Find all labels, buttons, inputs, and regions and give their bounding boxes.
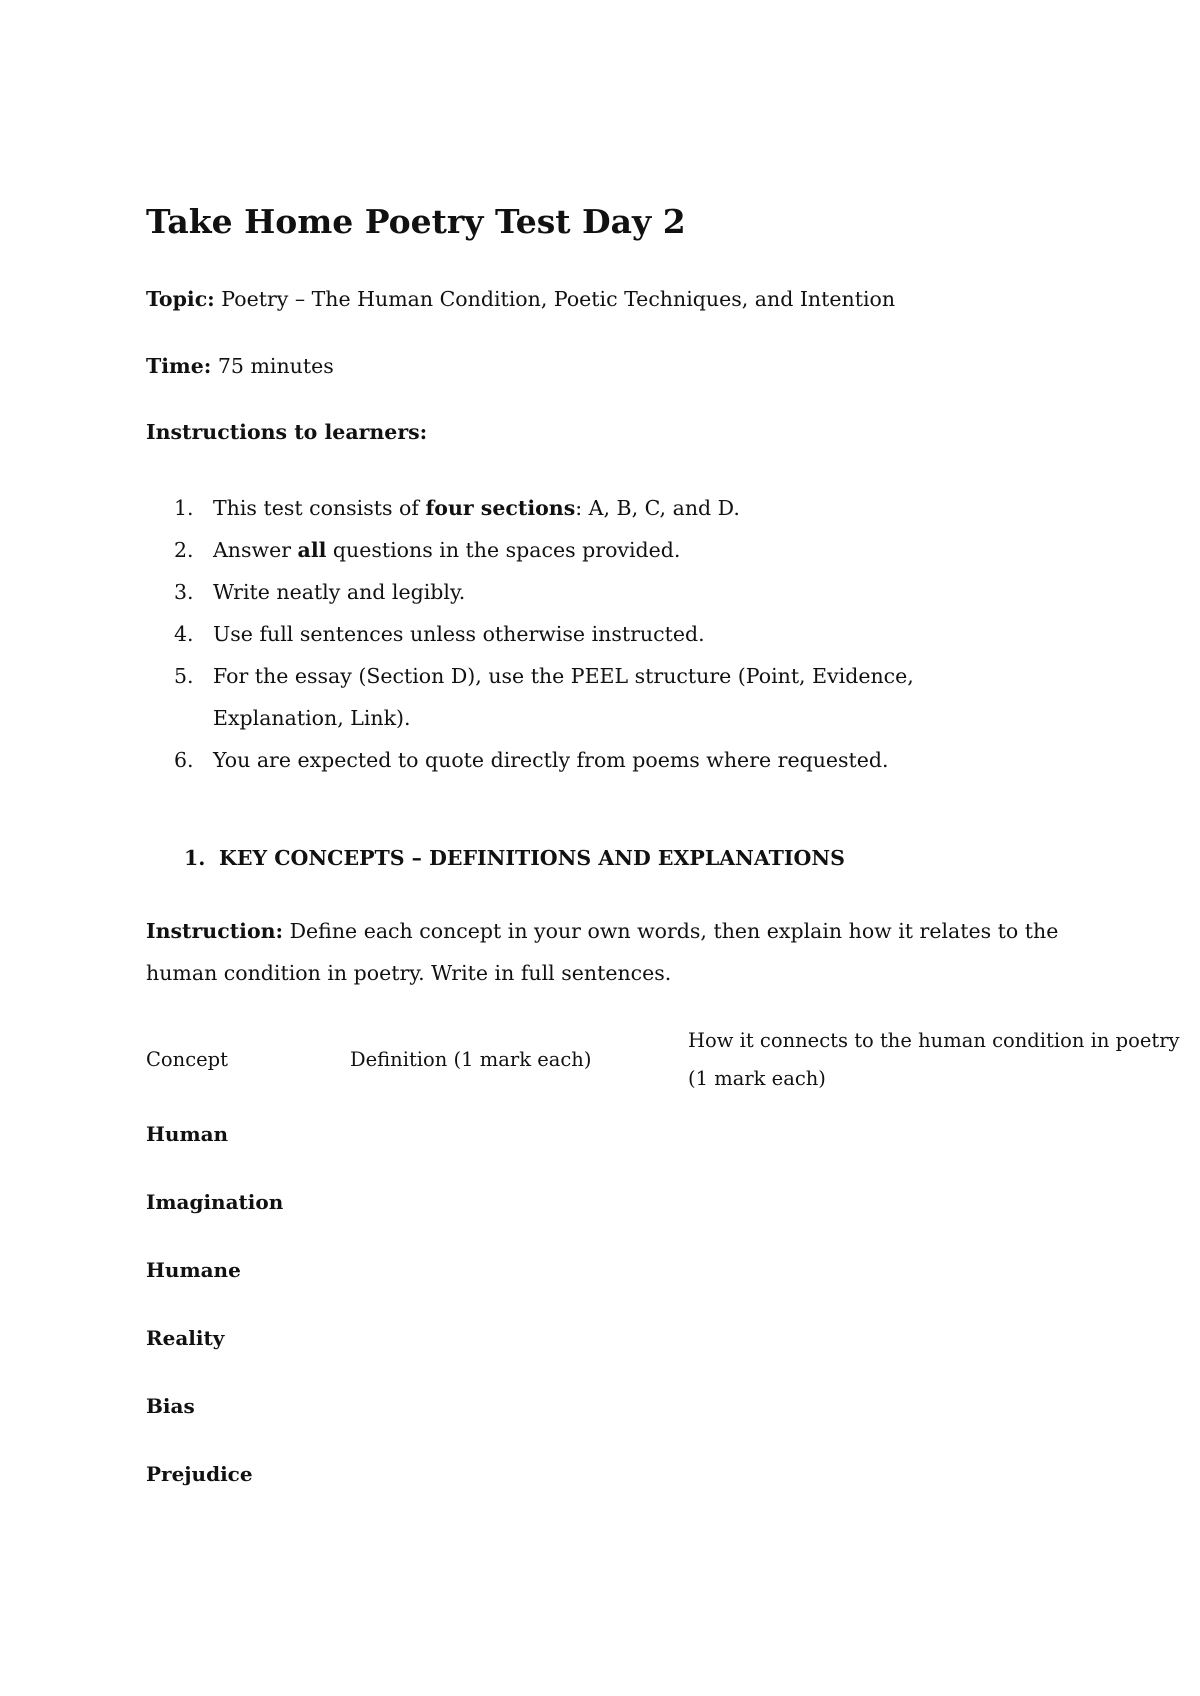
instruction-text: : A, B, C, and D. [575, 496, 740, 520]
instruction-text: Use full sentences unless otherwise instructed. [213, 622, 705, 646]
instruction-item [146, 739, 1046, 781]
instruction-emphasis: four sections [425, 496, 576, 520]
instruction-number: 1. [174, 496, 194, 520]
instruction-number: 6. [174, 748, 194, 772]
time-value: 75 minutes [211, 354, 334, 378]
instruction-body: Define each concept in your own words, then explain how it relates to the human condition in poetry. Write in full sentences. [146, 919, 1059, 985]
instruction-text: This test consists of [213, 496, 426, 520]
instruction-label: Instruction: [146, 919, 284, 943]
instruction-item [146, 571, 1046, 613]
table-row [146, 1100, 1186, 1168]
column-header-concept: Concept [146, 1048, 228, 1071]
topic-label: Topic: [146, 287, 215, 311]
instruction-item [146, 529, 1046, 571]
connection-answer-cell[interactable] [688, 1236, 1186, 1304]
connection-answer-cell[interactable] [688, 1372, 1186, 1440]
document-title: Take Home Poetry Test Day 2 [146, 202, 686, 241]
instruction-text: Write neatly and legibly. [213, 580, 466, 604]
instruction-item [146, 487, 1046, 529]
table-row [146, 1236, 1186, 1304]
instructions-heading: Instructions to learners: [146, 420, 428, 444]
instruction-text: You are expected to quote directly from poems where requested. [213, 748, 889, 772]
time-line [146, 353, 334, 380]
concept-cell: Humane [146, 1258, 241, 1282]
time-label: Time: [146, 354, 212, 378]
topic-value: Poetry – The Human Condition, Poetic Techniques, and Intention [214, 287, 896, 311]
connection-answer-cell[interactable] [688, 1100, 1186, 1168]
concept-cell: Bias [146, 1394, 195, 1418]
table-row [146, 1440, 1186, 1508]
topic-line [146, 286, 895, 313]
connection-answer-cell[interactable] [688, 1440, 1186, 1508]
table-row [146, 1372, 1186, 1440]
concepts-table [146, 1020, 1186, 1508]
concept-cell: Human [146, 1122, 229, 1146]
definition-answer-cell[interactable] [350, 1440, 688, 1508]
definition-answer-cell[interactable] [350, 1304, 688, 1372]
column-header-connection: How it connects to the human condition in poetry (1 mark each) [688, 1029, 1180, 1090]
definition-answer-cell[interactable] [350, 1168, 688, 1236]
concept-cell: Reality [146, 1326, 225, 1350]
instruction-number: 3. [174, 580, 194, 604]
table-header-row [146, 1020, 1186, 1100]
instruction-emphasis: all [297, 538, 327, 562]
instruction-item [146, 655, 1033, 739]
definition-answer-cell[interactable] [350, 1372, 688, 1440]
instruction-text: questions in the spaces provided. [326, 538, 681, 562]
instruction-text: Answer [213, 538, 298, 562]
section-number: 1. [184, 846, 206, 870]
section-title: KEY CONCEPTS – DEFINITIONS AND EXPLANATIONS [219, 846, 845, 870]
column-header-definition: Definition (1 mark each) [350, 1048, 592, 1071]
instructions-list [146, 487, 1046, 781]
instruction-text: For the essay (Section D), use the PEEL structure (Point, Evidence, Explanation, Link). [213, 664, 914, 730]
instruction-number: 4. [174, 622, 194, 646]
concept-cell: Prejudice [146, 1462, 253, 1486]
connection-answer-cell[interactable] [688, 1304, 1186, 1372]
section-1-heading [184, 846, 845, 870]
definition-answer-cell[interactable] [350, 1236, 688, 1304]
table-row [146, 1168, 1186, 1236]
connection-answer-cell[interactable] [688, 1168, 1186, 1236]
concept-cell: Imagination [146, 1190, 284, 1214]
instruction-number: 2. [174, 538, 194, 562]
definition-answer-cell[interactable] [350, 1100, 688, 1168]
section-1-instruction [146, 910, 1066, 994]
table-row [146, 1304, 1186, 1372]
instruction-item [146, 613, 1046, 655]
instruction-number: 5. [174, 664, 194, 688]
